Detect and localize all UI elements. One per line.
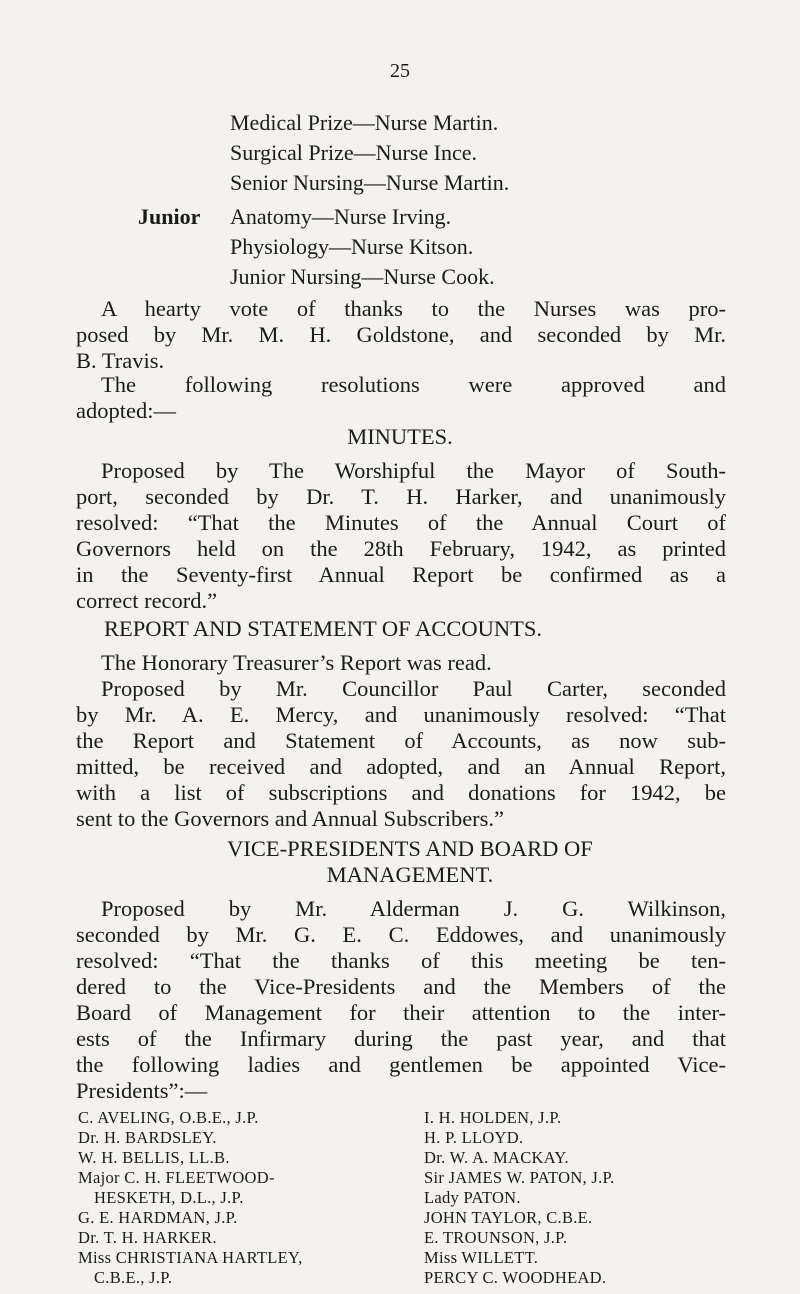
- text-line: Board of Management for their attention to the inter-: [76, 1000, 726, 1025]
- text-line: port, seconded by Dr. T. H. Harker, and unanimously: [76, 484, 726, 509]
- list-item: E. TROUNSON, J.P.: [424, 1228, 568, 1247]
- text-line: dered to the Vice-Presidents and the Members of the: [76, 974, 726, 999]
- prize-line: Anatomy—Nurse Irving.: [230, 204, 452, 229]
- list-item: Miss WILLETT.: [424, 1248, 539, 1267]
- minutes-heading: MINUTES.: [347, 424, 453, 449]
- vice-presidents-heading: [0, 836, 800, 888]
- vice-president-list-right: [424, 1108, 615, 1288]
- list-item: Miss CHRISTIANA HARTLEY,: [78, 1248, 303, 1267]
- text-line: The Honorary Treasurer’s Report was read.: [101, 650, 492, 675]
- text-line: The following resolutions were approved and: [101, 372, 726, 397]
- list-item: Dr. H. BARDSLEY.: [78, 1128, 217, 1147]
- list-item: HESKETH, D.L., J.P.: [94, 1188, 244, 1207]
- list-item: H. P. LLOYD.: [424, 1128, 524, 1147]
- list-item: C. AVELING, O.B.E., J.P.: [78, 1108, 259, 1127]
- prize-line: Junior Nursing—Nurse Cook.: [230, 264, 495, 289]
- list-item: W. H. BELLIS, LL.B.: [78, 1148, 230, 1167]
- vote-of-thanks-paragraph: [76, 296, 726, 374]
- text-line: Governors held on the 28th February, 1942, as printed: [76, 536, 726, 561]
- list-item: Major C. H. FLEETWOOD-: [78, 1168, 275, 1187]
- text-line: Proposed by Mr. Councillor Paul Carter, seconded: [101, 676, 726, 701]
- prize-line: Surgical Prize—Nurse Ince.: [230, 140, 478, 165]
- list-item: I. H. HOLDEN, J.P.: [424, 1108, 562, 1127]
- text-line: sent to the Governors and Annual Subscribers.”: [76, 806, 505, 831]
- text-line: the Report and Statement of Accounts, as now sub-: [76, 728, 726, 753]
- text-line: mitted, be received and adopted, and an Annual Report,: [76, 754, 726, 779]
- minutes-paragraph: [76, 458, 726, 614]
- resolutions-intro-paragraph: [76, 372, 726, 424]
- text-line: by Mr. A. E. Mercy, and unanimously resolved: “That: [76, 702, 726, 727]
- list-item: Dr. T. H. HARKER.: [78, 1228, 217, 1247]
- text-line: posed by Mr. M. H. Goldstone, and seconded by Mr.: [76, 322, 726, 347]
- list-item: Dr. W. A. MACKAY.: [424, 1148, 569, 1167]
- text-line: the following ladies and gentlemen be appointed Vice-: [76, 1052, 726, 1077]
- text-line: A hearty vote of thanks to the Nurses was pro-: [101, 296, 726, 321]
- prize-line: Physiology—Nurse Kitson.: [230, 234, 474, 259]
- report-heading: REPORT AND STATEMENT OF ACCOUNTS.: [104, 616, 542, 641]
- text-line: resolved: “That the thanks of this meeting be ten-: [76, 948, 726, 973]
- text-line: Presidents”:—: [76, 1078, 208, 1103]
- vice-president-list-left: [78, 1108, 303, 1288]
- text-line: B. Travis.: [76, 348, 165, 373]
- list-item: JOHN TAYLOR, C.B.E.: [424, 1208, 593, 1227]
- junior-label: Junior: [138, 204, 201, 229]
- list-item: PERCY C. WOODHEAD.: [424, 1268, 607, 1287]
- text-line: ests of the Infirmary during the past year, and that: [76, 1026, 726, 1051]
- text-line: with a list of subscriptions and donations for 1942, be: [76, 780, 726, 805]
- vice-presidents-paragraph: [76, 896, 726, 1104]
- text-line: Proposed by The Worshipful the Mayor of South-: [101, 458, 726, 483]
- report-paragraph: [76, 650, 726, 832]
- text-line: Proposed by Mr. Alderman J. G. Wilkinson,: [101, 896, 726, 921]
- heading-line: MANAGEMENT.: [326, 862, 494, 887]
- prize-line: Senior Nursing—Nurse Martin.: [230, 170, 510, 195]
- text-line: seconded by Mr. G. E. C. Eddowes, and unanimously: [76, 922, 726, 947]
- page-number: 25: [390, 60, 410, 82]
- list-item: Sir JAMES W. PATON, J.P.: [424, 1168, 615, 1187]
- list-item: Lady PATON.: [424, 1188, 521, 1207]
- list-item: C.B.E., J.P.: [94, 1268, 173, 1287]
- text-line: in the Seventy-first Annual Report be confirmed as a: [76, 562, 726, 587]
- prize-line: Medical Prize—Nurse Martin.: [230, 110, 499, 135]
- text-line: correct record.”: [76, 588, 218, 613]
- heading-line: VICE-PRESIDENTS AND BOARD OF: [227, 836, 593, 861]
- text-line: resolved: “That the Minutes of the Annual Court of: [76, 510, 726, 535]
- list-item: G. E. HARDMAN, J.P.: [78, 1208, 238, 1227]
- text-line: adopted:—: [76, 398, 176, 423]
